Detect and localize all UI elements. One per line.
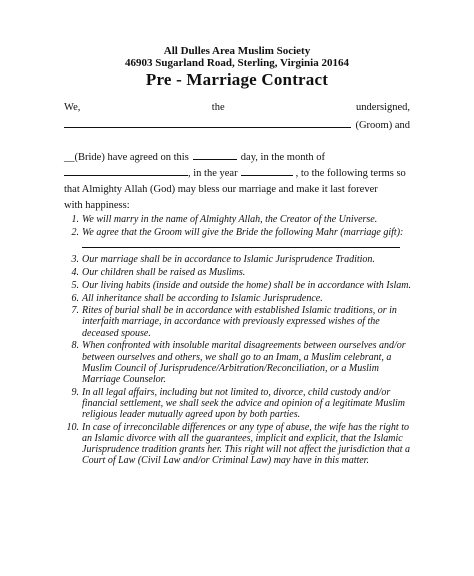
year-label: , in the year [188, 168, 238, 179]
intro-line-2 [64, 118, 410, 133]
term-number: 2. [71, 226, 79, 238]
groom-name-blank[interactable] [64, 118, 351, 128]
intro-line-1 [64, 100, 410, 115]
term-item [64, 214, 414, 225]
organization-address: 46903 Sugarland Road, Sterling, Virginia 20164 [124, 57, 349, 69]
term-text: Our children shall be raised as Muslims. [82, 267, 246, 279]
term-text: Rites of burial shall be in accordance with established Islamic traditions, or in interfaith marriage, in accordance with previously expressed wishes of the deceased spouse. [82, 305, 397, 339]
document-title: Pre - Marriage Contract [145, 70, 329, 89]
terms-label: , to the following terms so [295, 168, 406, 179]
intro-line-3 [64, 150, 410, 165]
year-blank[interactable] [241, 166, 293, 176]
term-number: 8. [71, 340, 79, 352]
terms-list [64, 214, 414, 468]
term-text: We will marry in the name of Almighty Allah, the Creator of the Universe. [82, 214, 378, 225]
term-number: 7. [71, 305, 79, 317]
term-text: We agree that the Groom will give the Bride the following Mahr (marriage gift): [82, 226, 404, 238]
mahr-blank[interactable] [82, 239, 400, 248]
intro-word-the: the [211, 102, 225, 113]
intro-line-5: with happiness: [64, 200, 130, 211]
term-text: All inheritance shall be according to Islamic Jurisprudence. [82, 292, 323, 304]
organization-name: All Dulles Area Muslim Society [163, 45, 311, 57]
term-item [64, 267, 414, 278]
term-number: 10. [66, 421, 79, 433]
intro-word-we: We, [64, 102, 81, 113]
term-item [64, 422, 414, 467]
day-blank[interactable] [193, 150, 237, 160]
term-number: 5. [71, 279, 79, 291]
term-text: In case of irreconcilable differences or any type of abuse, the wife has the right to an Islamic divorce with all the guarantees, implicit and explicit, that the Islamic Jurisprudence tradition grants her. This right will not affect the jurisdiction that a Court of Law (Civil Law and/or Criminal Law) may have in this matter. [82, 421, 411, 467]
intro-word-undersigned: undersigned, [356, 102, 410, 113]
term-text: Our living habits (inside and outside the home) shall be in accordance with Islam. [82, 279, 412, 291]
intro-line-3b [64, 166, 410, 181]
term-text: In all legal affairs, including but not limited to, divorce, child custody and/or financial settlement, we shall seek the advice and opinion of a legitimate Muslim religious leader mutually agreed upon by both parties. [82, 386, 405, 421]
month-blank[interactable] [64, 166, 188, 176]
term-item [64, 254, 414, 265]
term-number: 4. [71, 267, 79, 279]
intro-line-4: that Almighty Allah (God) may bless our marriage and make it last forever [64, 184, 378, 195]
term-number: 9. [71, 386, 79, 398]
day-label: day, in the month of [240, 152, 325, 163]
term-item [64, 293, 414, 304]
groom-label: (Groom) and [355, 120, 410, 131]
term-item [64, 305, 414, 339]
bride-label: __(Bride) have agreed on this [64, 152, 189, 163]
term-item [64, 340, 414, 385]
term-text: When confronted with insoluble marital disagreements between ourselves and/or between ourselves and others, we shall go to an Imam, a Muslim celebrant, a Muslim Council of Jurisprudence/Arbitration/Reconciliation, or a Muslim Marriage Counselor. [82, 340, 406, 385]
term-item [64, 227, 414, 238]
term-number: 6. [71, 292, 79, 304]
term-number: 1. [71, 214, 79, 225]
term-text: Our marriage shall be in accordance to Islamic Jurisprudence Tradition. [82, 254, 375, 266]
term-number: 3. [71, 254, 79, 266]
term-item [64, 387, 414, 421]
term-item [64, 280, 414, 291]
